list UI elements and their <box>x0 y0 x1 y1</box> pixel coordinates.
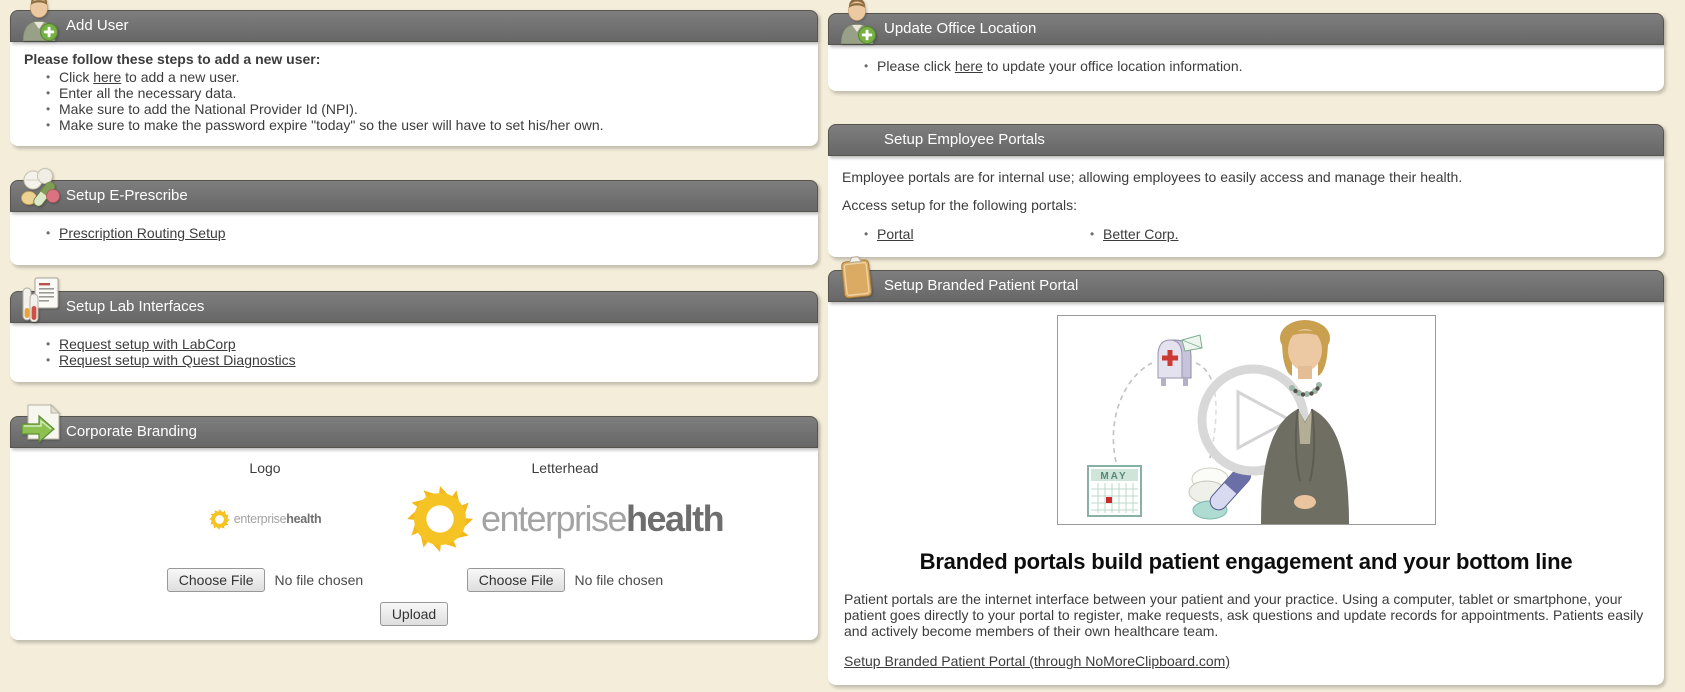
step-text: to add a new user. <box>121 69 240 85</box>
lab-tubes-document-icon <box>19 276 61 322</box>
office-panel <box>828 13 1664 91</box>
employee-panel <box>828 124 1664 257</box>
panel-title: Update Office Location <box>884 20 1037 37</box>
prescription-routing-link[interactable]: Prescription Routing Setup <box>59 225 226 241</box>
branding-header <box>10 416 818 448</box>
add-user-here-link[interactable]: here <box>93 69 122 85</box>
brand-word-light: enterprise <box>480 498 627 539</box>
portal-link[interactable]: Portal <box>877 226 914 242</box>
letterhead-preview-image <box>407 486 723 552</box>
panel-title: Corporate Branding <box>66 423 197 440</box>
panel-title: Setup E-Prescribe <box>66 187 188 204</box>
page-arrow-icon <box>19 403 63 447</box>
list-item <box>1090 226 1178 242</box>
eprescribe-header <box>10 180 818 212</box>
add-user-steps <box>24 69 804 133</box>
add-user-header <box>10 10 818 42</box>
employee-text-2: Access setup for the following portals: <box>842 197 1078 213</box>
office-text: to update your office location information. <box>982 58 1243 74</box>
office-header <box>828 13 1664 45</box>
upload-button[interactable]: Upload <box>380 602 448 626</box>
add-user-panel <box>10 10 818 146</box>
panel-title: Setup Lab Interfaces <box>66 298 205 315</box>
portal-links <box>842 226 1650 242</box>
logo-file-status: No file chosen <box>274 572 364 588</box>
user-plus-icon <box>837 0 877 44</box>
list-item <box>46 69 804 85</box>
add-user-body <box>10 42 818 146</box>
right-column <box>828 10 1664 685</box>
video-preview-illustration <box>1058 316 1435 524</box>
calendar-icon <box>1088 466 1141 516</box>
lab-panel <box>10 291 818 382</box>
user-plus-icon <box>19 0 59 41</box>
nomoreclipboard-setup-link[interactable]: Setup Branded Patient Portal (through NoMoreClipboard.com) <box>844 653 1230 669</box>
pills-icon <box>19 167 61 211</box>
logo-preview-image <box>209 509 322 530</box>
list-item <box>864 58 1650 74</box>
office-here-link[interactable]: here <box>954 58 983 74</box>
patient-portal-video-thumbnail[interactable] <box>1057 315 1436 525</box>
list-item <box>46 352 804 368</box>
brand-word-light: enterprise <box>233 512 287 526</box>
quest-link[interactable]: Request setup with Quest Diagnostics <box>59 352 296 368</box>
employee-text-1: Employee portals are for internal use; allowing employees to easily access and manage their health. <box>842 169 1463 185</box>
panel-title: Add User <box>66 17 129 34</box>
patient-portal-header <box>828 270 1664 302</box>
lab-body <box>10 323 818 382</box>
eprescribe-panel <box>10 180 818 265</box>
list-item: • Enter all the necessary data. <box>46 85 804 101</box>
office-text: Please click <box>877 58 955 74</box>
lab-header <box>10 291 818 323</box>
office-body <box>828 45 1664 91</box>
mailbox-icon <box>1158 335 1202 386</box>
list-item <box>46 336 804 352</box>
letterhead-column <box>415 460 724 592</box>
labcorp-link[interactable]: Request setup with LabCorp <box>59 336 236 352</box>
list-item: • Make sure to make the password expire "today" so the user will have to set his/her own. <box>46 117 804 133</box>
letterhead-file-status: No file chosen <box>574 572 664 588</box>
sun-logo-icon <box>209 509 230 530</box>
add-user-intro: Please follow these steps to add a new user: <box>24 51 321 67</box>
panel-title: Setup Branded Patient Portal <box>884 277 1079 294</box>
panel-title: Setup Employee Portals <box>884 131 1045 148</box>
brand-word-bold: health <box>626 498 724 539</box>
patient-portal-body <box>828 302 1664 685</box>
logo-column <box>115 460 415 592</box>
logo-choose-file-button[interactable]: Choose File <box>167 568 266 592</box>
employee-body <box>828 156 1664 257</box>
employee-header <box>828 124 1664 156</box>
branding-panel <box>10 416 818 640</box>
sun-logo-icon <box>407 486 473 552</box>
eprescribe-body <box>10 212 818 265</box>
letterhead-choose-file-button[interactable]: Choose File <box>467 568 566 592</box>
patient-portal-heading: Branded portals build patient engagement and your bottom line <box>919 549 1573 574</box>
left-column <box>10 10 818 685</box>
step-text: Click <box>59 69 94 85</box>
list-item <box>46 225 804 241</box>
patient-portal-text: Patient portals are the internet interface between your patient and your practice. Using a computer, tablet or smartphone, your patient goes directly to your portal to register, make requests, ask questions and update records for appointments. Patients easily and actively become members of their own healthcare team. <box>844 591 1644 639</box>
clipboard-icon <box>837 255 875 301</box>
letterhead-label: Letterhead <box>531 460 599 476</box>
branding-body <box>10 448 818 640</box>
patient-portal-panel <box>828 270 1664 685</box>
better-corp-link[interactable]: Better Corp. <box>1103 226 1179 242</box>
list-item: • Make sure to add the National Provider Id (NPI). <box>46 101 804 117</box>
logo-label: Logo <box>249 460 281 476</box>
svg-text:MAY: MAY <box>1099 471 1128 482</box>
list-item <box>864 226 1090 242</box>
brand-word-bold: health <box>286 512 322 526</box>
